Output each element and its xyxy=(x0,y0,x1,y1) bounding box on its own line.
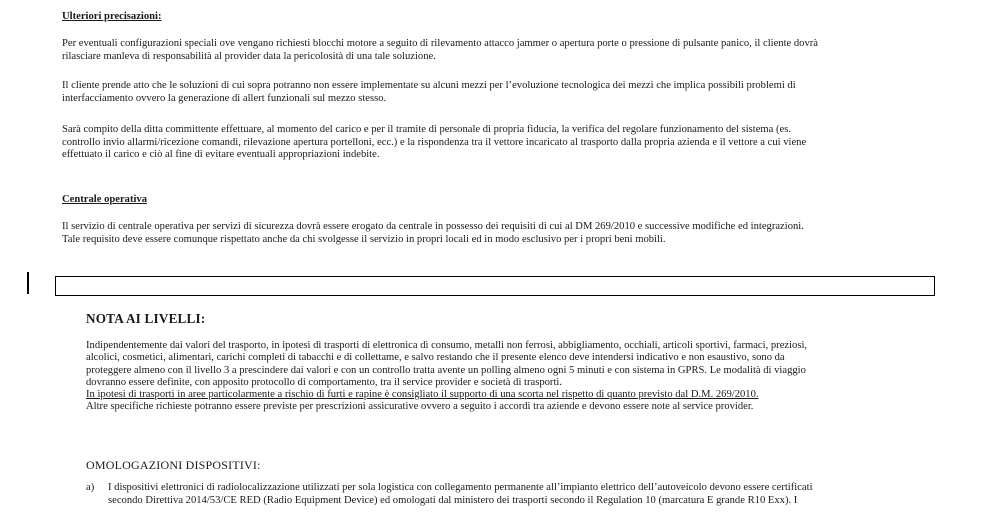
list-item-marker: a) xyxy=(86,482,95,493)
text-line: Sarà compito della ditta committente effettuare, al momento del carico e per il tramite di personale di propria fiducia, la verifica del regolare funzionamento del sistema (es. xyxy=(62,124,792,135)
nota-heading: NOTA AI LIVELLI: xyxy=(86,311,206,326)
text-line: rilasciare manleva di responsabilità al provider data la pericolosità di una tale soluzione. xyxy=(62,50,436,62)
divider-box xyxy=(55,276,935,296)
text-line: Tale requisito deve essere comunque rispettato anche da chi svolgesse il servizio in propri locali ed in modo esclusivo per i propri beni mobili. xyxy=(62,233,666,245)
text-line: interfacciamento ovvero la generazione di allert funzionali sul mezzo stesso. xyxy=(62,92,387,104)
text-line: Il servizio di centrale operativa per servizi di sicurezza dovrà essere erogato da centrale in possesso dei requisiti di cui al DM 269/2010 e successive modifiche ed integrazioni. xyxy=(62,221,804,232)
text-line: Il cliente prende atto che le soluzioni di cui sopra potranno non essere implementate su alcuni mezzi per l’evoluzione tecnologica dei mezzi che implica possibili problemi di xyxy=(62,80,796,91)
text-line: controllo invio allarmi/ricezione comandi, rilevazione apertura portelloni, ecc.) e la rispondenza tra il vettore incaricato al trasporto dalla propria azienda e il vettore a cui viene xyxy=(62,136,807,148)
text-line: Indipendentemente dai valori del trasporto, in ipotesi di trasporti di elettronica di consumo, metalli non ferrosi, abbigliamento, occhiali, articoli sportivi, farmaci, preziosi, xyxy=(86,340,808,351)
omologazioni-heading: OMOLOGAZIONI DISPOSITIVI: xyxy=(86,458,261,472)
text-line: Altre specifiche richieste potranno essere previste per prescrizioni assicurative ovvero a seguito i accordi tra aziende e devono essere note al service provider. xyxy=(86,401,754,413)
margin-change-bar xyxy=(27,272,29,294)
paragraph-nota xyxy=(86,340,807,414)
text-line: I dispositivi elettronici di radiolocalizzazione utilizzati per sola logistica con collegamento permanente all’impianto elettrico dell’autoveicolo devono essere certificati xyxy=(108,482,813,493)
paragraph-centrale xyxy=(62,221,804,246)
text-line: secondo Direttiva 2014/53/CE RED (Radio Equipment Device) ed omologati dal ministero dei trasporti secondo il Regulation 10 (marcatura E grande R10 Exx). I xyxy=(108,494,798,506)
paragraph-configurazioni xyxy=(62,38,818,63)
text-line: alcolici, cosmetici, alimentari, carichi completi di tabacchi e di collettame, e salvo restando che il presente elenco deve intendersi indicativo e non esaustivo, sono da xyxy=(86,352,785,364)
underlined-text-line: In ipotesi di trasporti in aree particolarmente a rischio di furti e rapine è consigliato il supporto di una scorta nel rispetto di quanto previsto dal D.M. 269/2010. xyxy=(86,389,759,401)
section-heading-centrale: Centrale operativa xyxy=(62,194,148,205)
text-line: Per eventuali configurazioni speciali ove vengano richiesti blocchi motore a seguito di rilevamento attacco jammer o apertura porte o pressione di pulsante panico, il cliente dovrà xyxy=(62,38,819,49)
paragraph-soluzioni xyxy=(62,80,796,105)
section-heading-ulteriori: Ulteriori precisazioni: xyxy=(62,11,162,22)
list-item xyxy=(108,482,813,507)
text-line: proteggere almeno con il livello 3 a prescindere dai valori e con un controllo tratta avente un polling almeno ogni 5 minuti e con sistema in GPRS. Le modalità di viaggio xyxy=(86,364,806,376)
text-line: dovranno essere definite, con apposito protocollo di comportamento, tra il service provider e società di trasporti. xyxy=(86,376,562,388)
text-line: effettuato il carico e ciò al fine di evitare eventuali appropriazioni indebite. xyxy=(62,149,380,161)
paragraph-committente xyxy=(62,124,806,162)
